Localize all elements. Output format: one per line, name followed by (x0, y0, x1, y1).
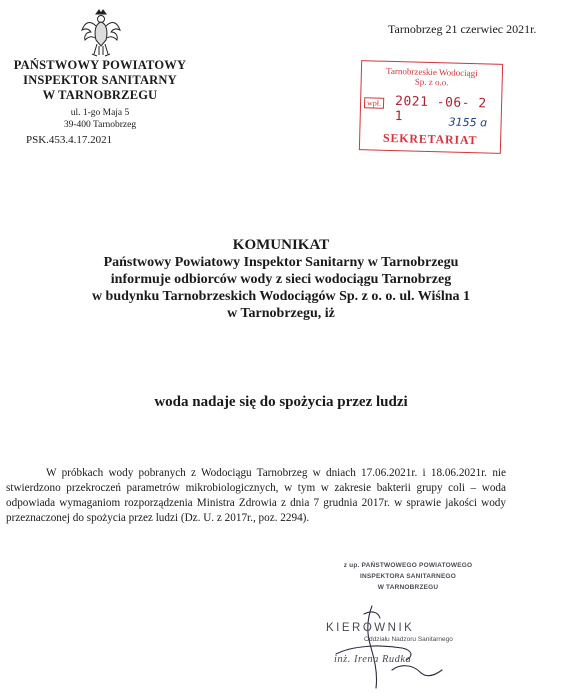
declaration: woda nadaje się do spożycia przez ludzi (154, 394, 408, 410)
signature-stamp (318, 560, 498, 593)
notice-heading (0, 236, 562, 322)
preamble-line: w Tarnobrzegu, iż (227, 306, 335, 321)
stamp-organization (366, 65, 498, 88)
preamble-line: w budynku Tarnobrzeskich Wodociągów Sp. z o. o. ul. Wiślna 1 (91, 289, 471, 304)
preamble-line: informuje odbiorców wody z sieci wodociągu Tarnobrzeg (110, 272, 452, 287)
signatory-subtitle: Oddziału Nadzoru Sanitarnego (364, 636, 453, 643)
preamble-line: Państwowy Powiatowy Inspektor Sanitarny w Tarnobrzegu (103, 255, 459, 270)
stamp-wpl-label: wpł. (364, 97, 384, 109)
signatory-title: KIEROWNIK (326, 622, 415, 634)
handwritten-signature (316, 590, 466, 696)
stamp-number: 3155 ɑ (448, 115, 488, 130)
signature-stamp-line: z up. PAŃSTWOWEGO POWIATOWEGO (343, 562, 473, 569)
stamp-department: SEKRETARIAT (382, 130, 478, 148)
notice-title: KOMUNIKAT (232, 237, 330, 253)
signature-stamp-line: W TARNOBRZEGU (377, 584, 439, 591)
stamp-org-line: Sp. z o.o. (414, 76, 449, 88)
body-text: W próbkach wody pobranych z Wodociągu Tarnobrzeg w dniach 17.06.2021r. i 18.06.2021r. nie stwierdzono przekroczeń parametrów mikrobiologicznych, w tym w zakresie bakterii grupy coli – woda odpowiada wymaganiom rozporządzenia Ministra Zdrowia z dnia 7 grudnia 2017r. w sprawie jakości wody przeznaczonej do spożycia przez ludzi (Dz. U. z 2017r., poz. 2294). (6, 467, 506, 524)
address-line: 39-400 Tarnobrzeg (63, 120, 137, 130)
signatory-name: inż. Irena Rudka (334, 654, 412, 665)
stamp-date: 2021 -06- 2 1 (394, 94, 487, 125)
received-stamp (359, 60, 503, 154)
body-paragraph (6, 466, 506, 526)
address-line: ul. 1-go Maja 5 (70, 108, 130, 118)
issuer-line: W TARNOBRZEGU (42, 88, 158, 102)
reference-number: PSK.453.4.17.2021 (26, 134, 113, 146)
issuer-block (0, 58, 200, 131)
place-date: Tarnobrzeg 21 czerwiec 2021r. (388, 22, 537, 36)
stamp-org-line: Tarnobrzeskie Wodociągi (385, 65, 478, 79)
eagle-emblem-icon (80, 8, 122, 58)
signature-stamp-line: INSPEKTORA SANITARNEGO (359, 573, 456, 580)
issuer-line: PAŃSTWOWY POWIATOWY (13, 58, 187, 72)
issuer-line: INSPEKTOR SANITARNY (23, 73, 177, 87)
